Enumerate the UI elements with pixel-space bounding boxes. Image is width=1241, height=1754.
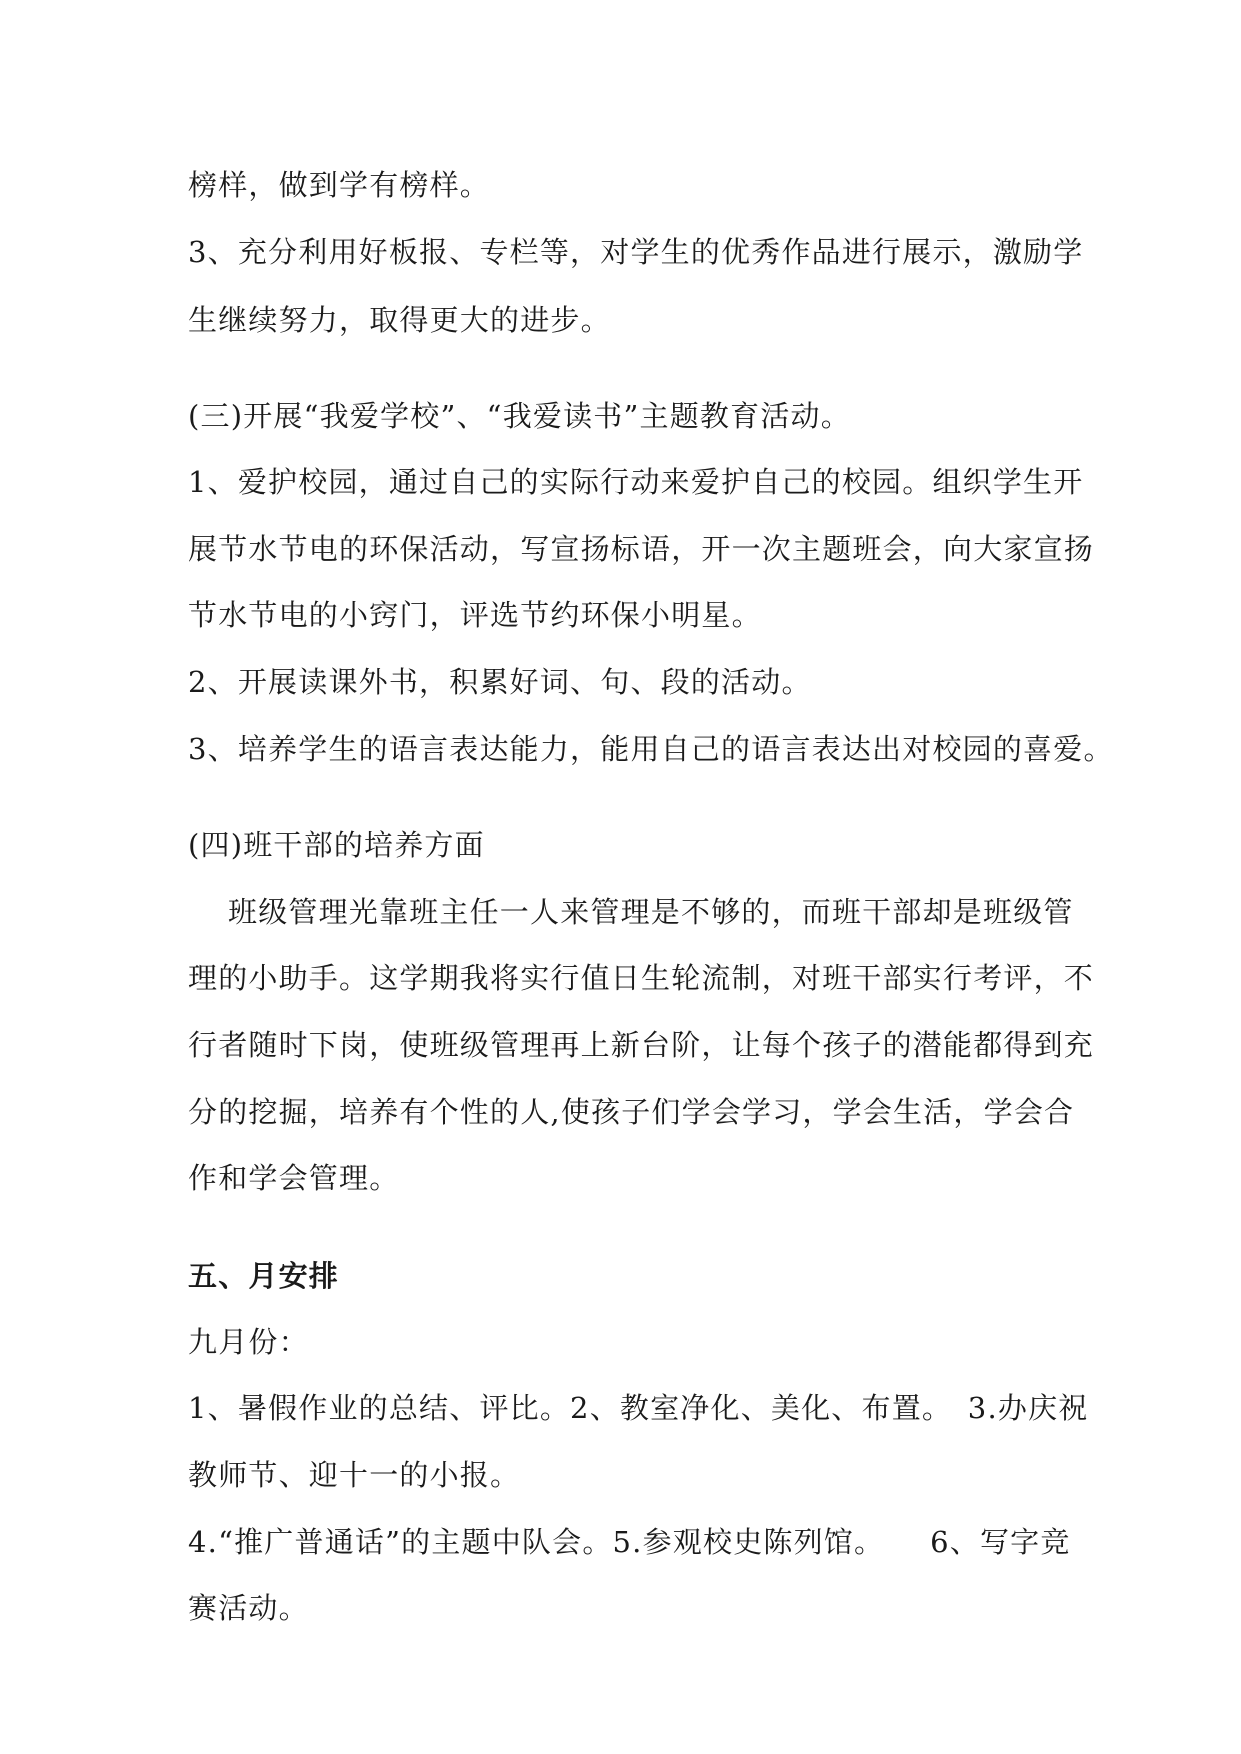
paragraph-line: 班级管理光靠班主任一人来管理是不够的，而班干部却是班级管 xyxy=(228,895,1074,929)
paragraph-line: 4.“推广普通话”的主题中队会。5.参观校史陈列馆。 6、写字竞 xyxy=(188,1525,1071,1559)
subheading: 九月份： xyxy=(188,1325,309,1359)
paragraph-line: 1、爱护校园，通过自己的实际行动来爱护自己的校园。组织学生开 xyxy=(188,465,1084,499)
paragraph-line: 理的小助手。这学期我将实行值日生轮流制，对班干部实行考评，不 xyxy=(188,961,1095,995)
paragraph-line: 赛活动。 xyxy=(188,1591,309,1625)
section-heading: (四)班干部的培养方面 xyxy=(188,828,485,862)
paragraph-line: 教师节、迎十一的小报。 xyxy=(188,1458,521,1492)
chapter-heading: 五、月安排 xyxy=(188,1259,340,1293)
paragraph-line: 作和学会管理。 xyxy=(188,1161,400,1195)
paragraph-line: 榜样，做到学有榜样。 xyxy=(188,168,491,202)
paragraph-line: 3、充分利用好板报、专栏等，对学生的优秀作品进行展示，激励学 xyxy=(188,235,1084,269)
paragraph-line: 3、培养学生的语言表达能力，能用自己的语言表达出对校园的喜爱。 xyxy=(188,732,1114,766)
paragraph-line: 节水节电的小窍门，评选节约环保小明星。 xyxy=(188,598,762,632)
paragraph-line: 2、开展读课外书，积累好词、句、段的活动。 xyxy=(188,665,812,699)
paragraph-line: 1、暑假作业的总结、评比。2、教室净化、美化、布置。 3.办庆祝 xyxy=(188,1391,1089,1425)
section-heading: (三)开展“我爱学校”、“我爱读书”主题教育活动。 xyxy=(188,399,851,433)
paragraph-line: 展节水节电的环保活动，写宣扬标语，开一次主题班会，向大家宣扬 xyxy=(188,532,1095,566)
paragraph-line: 行者随时下岗，使班级管理再上新台阶，让每个孩子的潜能都得到充 xyxy=(188,1028,1095,1062)
paragraph-line: 分的挖掘，培养有个性的人,使孩子们学会学习，学会生活，学会合 xyxy=(188,1095,1075,1129)
paragraph-line: 生继续努力，取得更大的进步。 xyxy=(188,303,611,337)
document-page xyxy=(188,0,1114,1754)
